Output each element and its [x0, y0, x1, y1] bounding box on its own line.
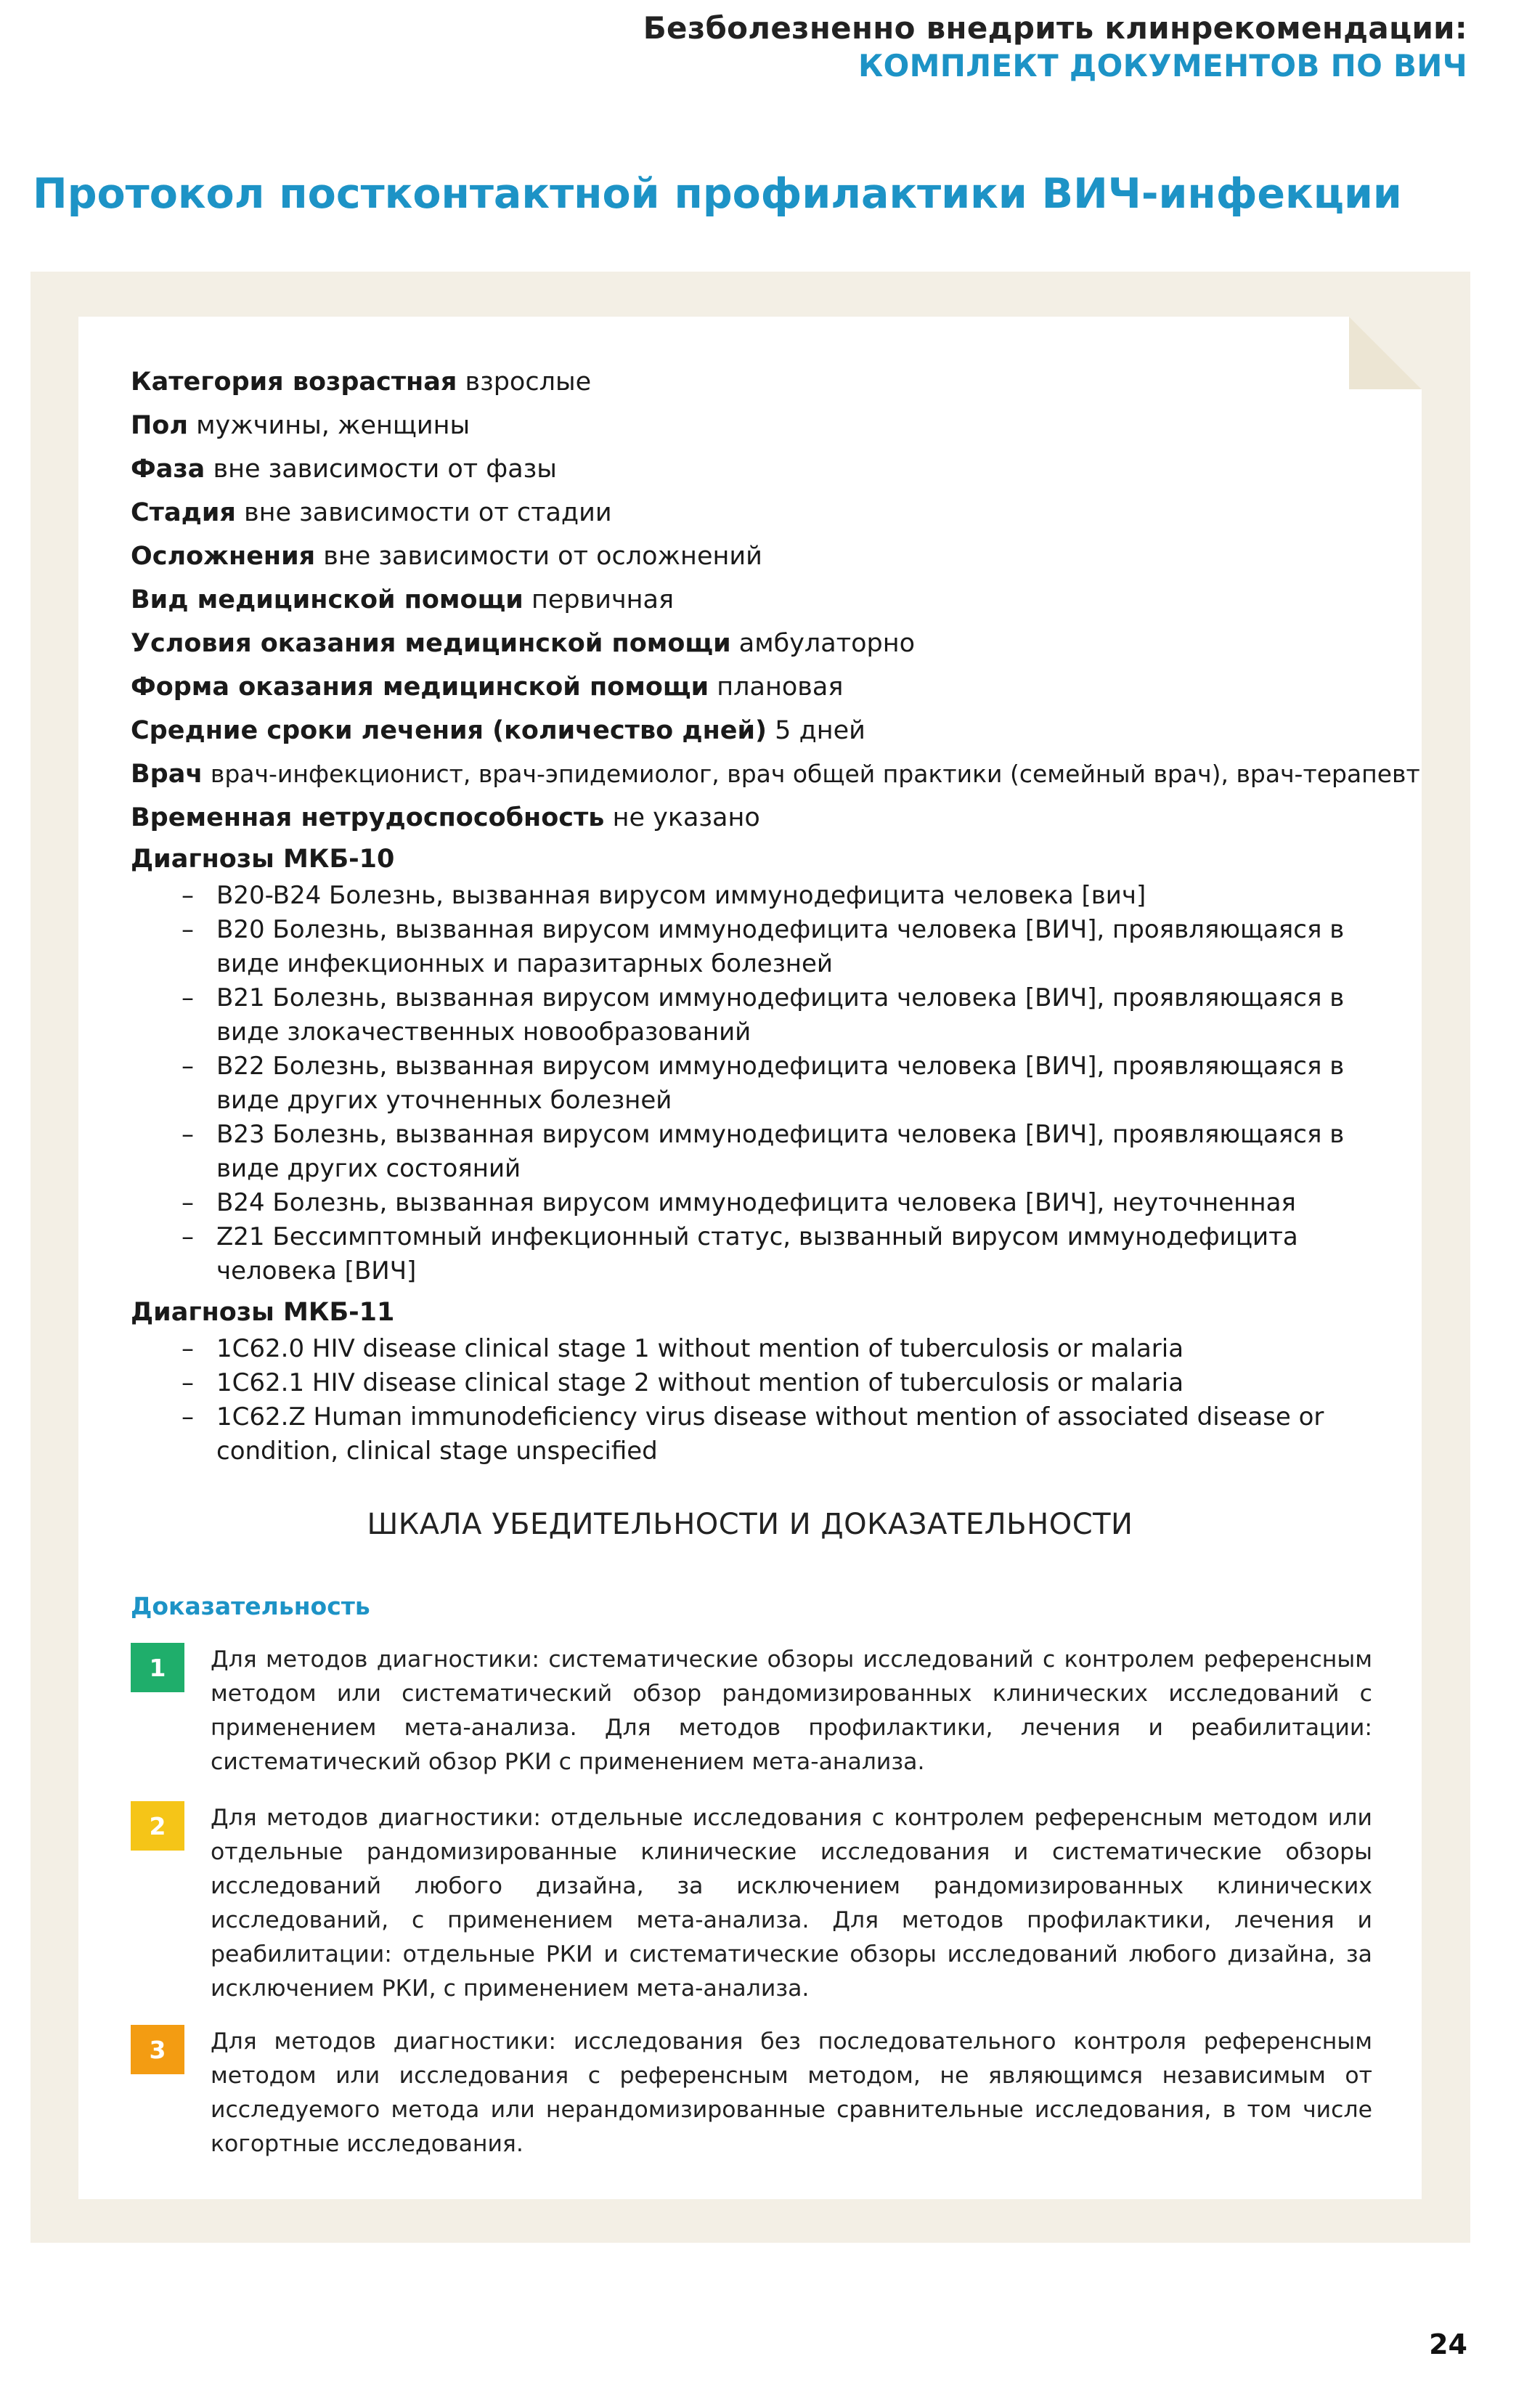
- field-value: 5 дней: [775, 716, 865, 745]
- field-row: [131, 404, 1372, 447]
- level-badge: 2: [131, 1801, 184, 1851]
- list-item: – B21 Болезнь, вызванная вирусом иммунодефицита человека [ВИЧ], проявляющаяся в виде злокачественных новообразований: [182, 983, 1345, 1047]
- list-item: – 1C62.Z Human immunodeficiency virus disease without mention of associated disease or condition, clinical stage unspecified: [182, 1402, 1324, 1466]
- diagnosis-text: B23 Болезнь, вызванная вирусом иммунодефицита человека [ВИЧ], проявляющаяся в виде других состояний: [216, 1120, 1345, 1183]
- icd10-heading: Диагнозы МКБ-10: [131, 845, 395, 874]
- field-label: Врач: [131, 760, 203, 789]
- field-row: [131, 578, 1372, 622]
- list-item: – B23 Болезнь, вызванная вирусом иммунодефицита человека [ВИЧ], проявляющаяся в виде других состояний: [182, 1120, 1345, 1183]
- field-value: первичная: [531, 585, 675, 614]
- field-label: Вид медицинской помощи: [131, 585, 523, 614]
- field-label: Временная нетрудоспособность: [131, 803, 605, 832]
- evidence-level-1: [131, 1643, 1372, 1779]
- field-value: взрослые: [465, 367, 592, 397]
- diagnosis-text: Z21 Бессимптомный инфекционный статус, вызванный вирусом иммунодефицита человека [ВИЧ]: [216, 1222, 1298, 1286]
- level-badge: 1: [131, 1643, 184, 1692]
- diagnosis-text: 1C62.1 HIV disease clinical stage 2 without mention of tuberculosis or malaria: [216, 1368, 1184, 1397]
- field-value: не указано: [612, 803, 760, 832]
- field-row: [131, 796, 1372, 840]
- diagnosis-text: B20-B24 Болезнь, вызванная вирусом иммунодефицита человека [вич]: [216, 881, 1146, 910]
- field-label: Стадия: [131, 498, 236, 527]
- field-row: [131, 360, 1372, 404]
- list-item: – B20-B24 Болезнь, вызванная вирусом иммунодефицита человека [вич]: [182, 881, 1146, 910]
- protocol-details: [131, 360, 1420, 1473]
- field-value: вне зависимости от стадии: [244, 498, 612, 527]
- field-label: Категория возрастная: [131, 367, 457, 397]
- icd11-heading: Диагнозы МКБ-11: [131, 1298, 395, 1327]
- field-value: вне зависимости от осложнений: [323, 542, 762, 571]
- list-item: – B20 Болезнь, вызванная вирусом иммунодефицита человека [ВИЧ], проявляющаяся в виде инфекционных и паразитарных болезней: [182, 915, 1345, 978]
- field-label: Условия оказания медицинской помощи: [131, 629, 731, 658]
- diagnosis-text: B20 Болезнь, вызванная вирусом иммунодефицита человека [ВИЧ], проявляющаяся в виде инфекционных и паразитарных болезней: [216, 915, 1345, 978]
- icd10-list: [131, 879, 1372, 1288]
- list-item: – Z21 Бессимптомный инфекционный статус, вызванный вирусом иммунодефицита человека [ВИЧ]: [182, 1222, 1298, 1286]
- field-value: плановая: [717, 673, 844, 702]
- field-value: врач-инфекционист, врач-эпидемиолог, врач общей практики (семейный врач), врач-терапевт: [210, 760, 1420, 788]
- level-description: Для методов диагностики: систематические обзоры исследований с контролем референсным методом или систематический обзор рандомизированных клинических исследований с применением мета-анализа. Для методов профилактики, лечения и реабилитации: систематический обзор РКИ с применением мета-анализа.: [211, 1646, 1372, 1775]
- field-row: [131, 535, 1372, 578]
- field-value: амбулаторно: [738, 629, 916, 658]
- page-number: 24: [1429, 2328, 1467, 2360]
- field-label: Форма оказания медицинской помощи: [131, 673, 709, 702]
- list-item: – 1C62.0 HIV disease clinical stage 1 without mention of tuberculosis or malaria: [182, 1334, 1184, 1363]
- field-row: [131, 491, 1372, 535]
- field-value: мужчины, женщины: [196, 411, 470, 440]
- field-row: [131, 622, 1372, 665]
- diagnosis-text: B24 Болезнь, вызванная вирусом иммунодефицита человека [ВИЧ], неуточненная: [216, 1188, 1296, 1217]
- header-line-2: КОМПЛЕКТ ДОКУМЕНТОВ ПО ВИЧ: [858, 48, 1467, 84]
- field-row: [131, 752, 1420, 796]
- field-row: [131, 447, 1372, 491]
- level-description: Для методов диагностики: отдельные исследования с контролем референсным методом или отдельные рандомизированные клинические исследования и систематические обзоры исследований любого дизайна, за исключением рандомизированных клинических исследований, с применением мета-анализа. Для методов профилактики, лечения и реабилитации: отдельные РКИ и систематические обзоры исследований любого дизайна, за исключением РКИ, с применением мета-анализа.: [211, 1805, 1372, 2002]
- field-row: [131, 709, 1372, 752]
- field-label: Средние сроки лечения (количество дней): [131, 716, 767, 745]
- field-label: Осложнения: [131, 542, 316, 571]
- diagnosis-text: 1C62.0 HIV disease clinical stage 1 without mention of tuberculosis or malaria: [216, 1334, 1184, 1363]
- diagnosis-text: B21 Болезнь, вызванная вирусом иммунодефицита человека [ВИЧ], проявляющаяся в виде злокачественных новообразований: [216, 983, 1345, 1047]
- diagnosis-text: B22 Болезнь, вызванная вирусом иммунодефицита человека [ВИЧ], проявляющаяся в виде других уточненных болезней: [216, 1052, 1345, 1115]
- list-item: – B22 Болезнь, вызванная вирусом иммунодефицита человека [ВИЧ], проявляющаяся в виде других уточненных болезней: [182, 1052, 1345, 1115]
- list-item: – 1C62.1 HIV disease clinical stage 2 without mention of tuberculosis or malaria: [182, 1368, 1184, 1397]
- list-item: – B24 Болезнь, вызванная вирусом иммунодефицита человека [ВИЧ], неуточненная: [182, 1188, 1296, 1217]
- icd11-list: [131, 1332, 1372, 1469]
- field-row: [131, 665, 1372, 709]
- evidence-level-2: [131, 1801, 1372, 2006]
- level-description: Для методов диагностики: исследования без последовательного контроля референсным методом или исследования с референсным методом, не являющимся независимым от исследуемого метода или нерандомизированные сравнительные исследования, в том числе когортные исследования.: [211, 2028, 1372, 2157]
- field-value: вне зависимости от фазы: [213, 455, 557, 484]
- field-label: Пол: [131, 411, 188, 440]
- diagnosis-text: 1C62.Z Human immunodeficiency virus disease without mention of associated disease or condition, clinical stage unspecified: [216, 1402, 1324, 1466]
- page-title: Протокол постконтактной профилактики ВИЧ-инфекции: [33, 170, 1402, 218]
- evidence-heading: Доказательность: [131, 1592, 370, 1620]
- scale-title: ШКАЛА УБЕДИТЕЛЬНОСТИ И ДОКАЗАТЕЛЬНОСТИ: [367, 1508, 1133, 1541]
- header-line-1: Безболезненно внедрить клинрекомендации:: [643, 10, 1467, 46]
- level-badge: 3: [131, 2025, 184, 2074]
- field-label: Фаза: [131, 455, 205, 484]
- evidence-level-3: [131, 2025, 1372, 2161]
